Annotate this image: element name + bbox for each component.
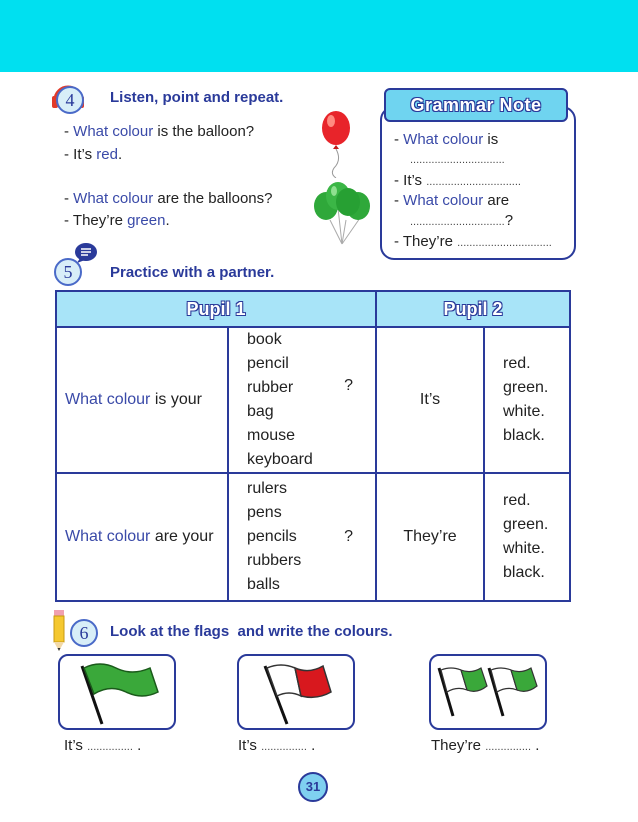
- section-4-number: 4: [56, 86, 84, 114]
- answer-plural: They’re: [376, 473, 484, 601]
- flag-answer-3: They’re ............... .: [431, 737, 540, 754]
- top-banner: [0, 0, 638, 72]
- flag-answer-1: It’s ............... .: [64, 737, 142, 754]
- grammar-note-title: Grammar Note: [384, 88, 568, 122]
- grammar-note-blank-1: ...............................: [410, 154, 505, 166]
- answer-singular: It’s: [376, 327, 484, 473]
- section-5-heading: Practice with a partner.: [110, 264, 275, 281]
- section-6-heading: Look at the flags and write the colours.: [110, 623, 393, 640]
- section-6-number: 6: [70, 619, 98, 647]
- colour-options-2: red. green. white. black.: [484, 473, 570, 601]
- dialogue-line-3: - What colour are the balloons?: [64, 190, 273, 207]
- flag-box-green: [58, 654, 176, 730]
- question-plural: What colour are your: [56, 473, 228, 601]
- section-5-number: 5: [54, 258, 82, 286]
- dialogue-line-2: - It’s red.: [64, 146, 123, 163]
- question-mark: ?: [344, 376, 353, 394]
- pupil-1-header: Pupil 1: [56, 291, 376, 327]
- pencil-icon: [50, 608, 68, 657]
- green-balloons-icon: [310, 178, 376, 251]
- red-white-flag-icon: [239, 656, 353, 728]
- section-4-heading: Listen, point and repeat.: [110, 89, 284, 106]
- singular-items: book pencil rubber bag mouse keyboard ?: [228, 327, 376, 473]
- grammar-note-line-5: ...............................?: [410, 212, 514, 229]
- page-number: 31: [298, 772, 328, 802]
- partner-table: [55, 290, 571, 602]
- plural-items: rulers pens pencils rubbers balls ?: [228, 473, 376, 601]
- two-white-green-flags-icon: [431, 656, 545, 728]
- green-flag-icon: [60, 656, 174, 728]
- grammar-note-line-3: - It’s ...............................: [394, 172, 521, 189]
- colour-options-1: red. green. white. black.: [484, 327, 570, 473]
- dialogue-line-1: - What colour is the balloon?: [64, 123, 255, 140]
- question-mark: ?: [344, 528, 353, 545]
- question-singular: What colour is your: [56, 327, 228, 473]
- grammar-note-line-4: - What colour are: [394, 192, 510, 209]
- grammar-note-line-1: - What colour is: [394, 131, 499, 148]
- pupil-2-header: Pupil 2: [376, 291, 570, 327]
- flag-box-red-white: [237, 654, 355, 730]
- dialogue-line-4: - They’re green.: [64, 212, 170, 229]
- red-balloon-icon: [318, 108, 354, 183]
- grammar-note-line-6: - They’re ...............................: [394, 233, 552, 250]
- flag-answer-2: It’s ............... .: [238, 737, 316, 754]
- flag-box-two-flags: [429, 654, 547, 730]
